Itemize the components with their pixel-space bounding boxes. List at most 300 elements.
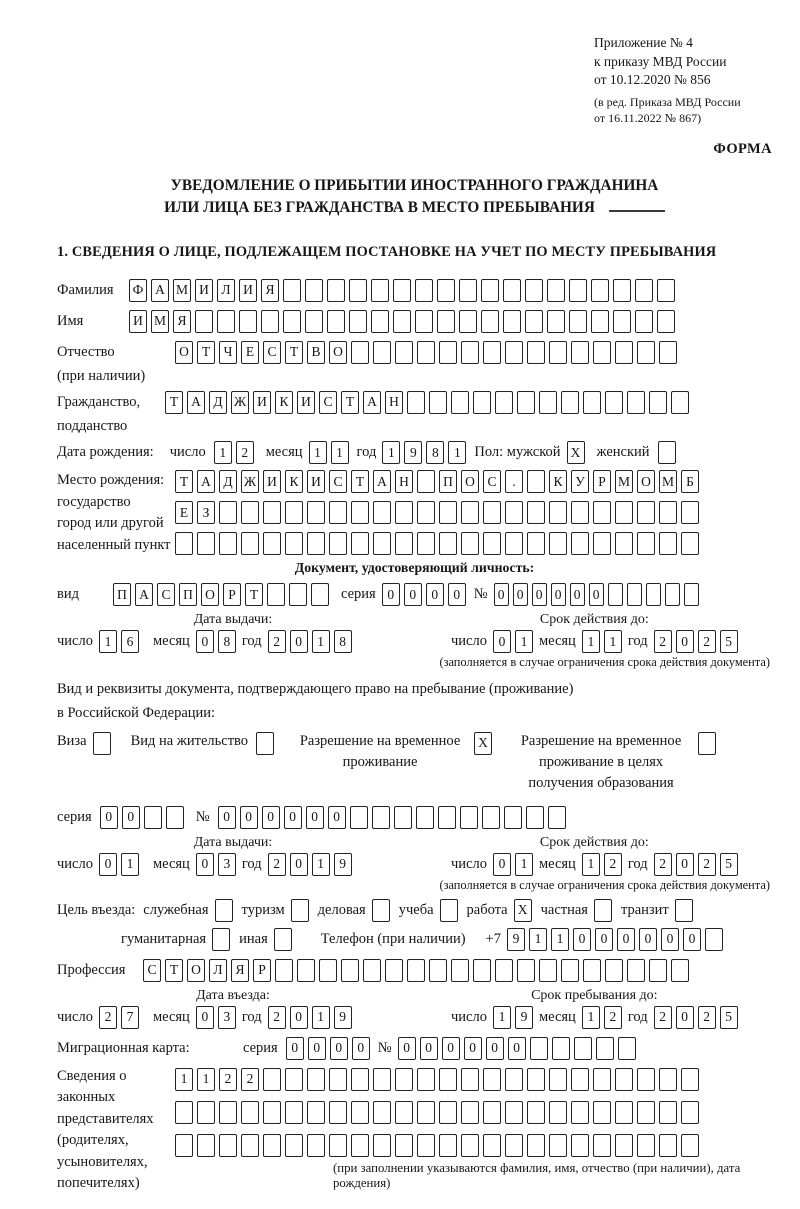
char-cell: И [239,279,257,302]
purpose-study [399,899,458,922]
birth-date-row [57,439,772,466]
citizenship-label: Гражданство, [57,393,141,410]
char-cell: 8 [426,441,444,464]
empty-cell [305,310,323,333]
empty-cell [659,1068,677,1091]
doc-kind-cells [113,583,329,606]
empty-cell [274,928,292,951]
empty-cell [681,1068,699,1091]
number-label: № [195,808,210,825]
residence-permit-label: Вид на жительство [130,732,249,749]
purpose-official [143,899,232,922]
purpose-business [318,899,390,922]
empty-cell [593,501,611,524]
valid-month-cells [582,630,622,653]
empty-cell [548,806,566,829]
empty-cell [549,501,567,524]
empty-cell [327,310,345,333]
empty-cell [329,1134,347,1157]
sex-female-checkbox [658,441,676,464]
char-cell: 5 [720,1006,738,1029]
patronymic-label: Отчество [57,343,115,360]
char-cell: А [187,391,205,414]
purpose-tourism [242,899,309,922]
char-cell: О [201,583,219,606]
edition-line-2: от 16.11.2022 № 867) [594,111,702,126]
empty-cell [393,279,411,302]
char-cell: П [179,583,197,606]
empty-cell [637,1134,655,1157]
char-cell: С [143,959,161,982]
char-cell: С [329,470,347,493]
char-cell: Б [681,470,699,493]
char-cell: А [363,391,381,414]
char-cell: 0 [493,630,511,653]
empty-cell [659,1101,677,1124]
empty-cell [657,310,675,333]
char-cell: 2 [698,853,716,876]
char-cell: 9 [334,853,352,876]
char-cell: 0 [122,806,140,829]
char-cell: 0 [100,806,118,829]
empty-cell [372,806,390,829]
doc-number-cells [494,583,699,606]
number-label: № [473,586,488,603]
entry-month-cells [196,1006,236,1029]
purpose-study-label: учеба [398,901,434,918]
char-cell: О [175,341,193,364]
char-cell: 2 [268,1006,286,1029]
empty-cell [675,899,693,922]
char-cell: М [151,310,169,333]
empty-cell [615,341,633,364]
empty-cell [283,279,301,302]
form-label: ФОРМА [713,141,772,158]
char-cell: 0 [442,1037,460,1060]
appendix-line-2: к приказу МВД России [594,53,727,69]
empty-cell [319,959,337,982]
empty-cell [239,310,257,333]
char-cell: 0 [328,806,346,829]
citizenship-cells [165,391,689,414]
patronymic-row [57,339,772,366]
char-cell: Л [217,279,235,302]
empty-cell [307,501,325,524]
name-cells [129,310,675,333]
empty-cell [665,583,680,606]
empty-cell [596,1037,614,1060]
empty-cell [197,532,215,555]
purpose-other-label: иная [239,930,268,947]
empty-cell [307,1134,325,1157]
char-cell: 0 [196,630,214,653]
char-cell: 0 [639,928,657,951]
char-cell: Я [231,959,249,982]
phone-prefix: +7 [485,930,501,947]
empty-cell [495,959,513,982]
char-cell: 0 [196,853,214,876]
purpose-transit-checkbox [675,899,693,922]
char-cell: 8 [218,630,236,653]
residence-intro-line-2: в Российской Федерации: [57,704,216,721]
empty-cell [311,583,329,606]
empty-cell [407,391,425,414]
char-cell: Р [223,583,241,606]
empty-cell [289,583,307,606]
char-cell: 0 [286,1037,304,1060]
issue-day-cells [99,630,139,653]
empty-cell [327,279,345,302]
birth-place-label-1: Место рождения: [57,472,165,489]
purpose-official-checkbox [215,899,233,922]
month-label: месяц [265,444,303,461]
empty-cell [571,532,589,555]
year-label: год [627,633,648,650]
section1-heading: 1. СВЕДЕНИЯ О ЛИЦЕ, ПОДЛЕЖАЩЕМ ПОСТАНОВКЕ НА УЧЕТ ПО МЕСТУ ПРЕБЫВАНИЯ [57,243,717,260]
empty-cell [539,391,557,414]
empty-cell [593,532,611,555]
birth-day-cells [214,441,254,464]
representatives-cells [175,1066,772,1157]
empty-cell [681,532,699,555]
empty-cell [571,1068,589,1091]
empty-cell [549,1068,567,1091]
sex-female-label: женский [596,444,650,461]
title-underline [609,200,665,212]
char-cell: 9 [404,441,422,464]
year-label: год [241,633,262,650]
birth-place-label-2: государство [57,493,131,510]
char-cell: 3 [218,853,236,876]
doc-series-cells [382,583,466,606]
empty-cell [649,959,667,982]
representatives-row-1 [175,1068,772,1091]
char-cell: С [483,470,501,493]
char-cell: 1 [312,1006,330,1029]
char-cell: 1 [214,441,232,464]
char-cell: И [195,279,213,302]
char-cell: Ч [219,341,237,364]
identity-doc-dates [57,612,772,653]
issue-date-heading: Дата выдачи: [193,834,273,850]
empty-cell [429,959,447,982]
empty-cell [613,279,631,302]
empty-cell [637,1068,655,1091]
char-cell: П [113,583,131,606]
char-cell: 1 [582,1006,600,1029]
empty-cell [615,1101,633,1124]
empty-cell [241,501,259,524]
appendix-line-3: от 10.12.2020 № 856 [594,72,711,88]
empty-cell [219,1134,237,1157]
empty-cell [219,532,237,555]
char-cell: 2 [268,630,286,653]
surname-row [57,277,772,304]
empty-cell [637,341,655,364]
empty-cell [593,341,611,364]
representatives-label-6: попечителях) [57,1175,140,1192]
empty-cell [684,583,699,606]
char-cell: Д [219,470,237,493]
char-cell: 0 [284,806,302,829]
char-cell: 1 [382,441,400,464]
purpose-private-label: частная [540,901,588,918]
empty-cell [197,1134,215,1157]
empty-cell [505,1068,523,1091]
rvp-checkbox [474,732,492,755]
permit-option-rvp [294,731,492,773]
char-cell: 0 [551,583,566,606]
empty-cell [267,583,285,606]
empty-cell [212,928,230,951]
purpose-business-checkbox [372,899,390,922]
empty-cell [438,806,456,829]
empty-cell [417,1134,435,1157]
empty-cell [351,1068,369,1091]
char-cell: 1 [99,630,117,653]
empty-cell [698,732,716,755]
purpose-tourism-checkbox [291,899,309,922]
empty-cell [241,532,259,555]
series-label: серия [57,808,92,825]
char-cell: 0 [308,1037,326,1060]
birth-place-block [57,470,772,556]
char-cell: 2 [654,1006,672,1029]
empty-cell [571,1134,589,1157]
char-cell: 0 [290,853,308,876]
empty-cell [351,1134,369,1157]
empty-cell [530,1037,548,1060]
char-cell: И [263,470,281,493]
citizenship-sublabel: подданство [57,417,128,434]
representatives-labels [57,1066,175,1195]
empty-cell [481,279,499,302]
char-cell: 0 [676,630,694,653]
char-cell: 0 [352,1037,370,1060]
empty-cell [395,532,413,555]
char-cell: 0 [99,853,117,876]
char-cell: О [461,470,479,493]
page-title [57,175,772,219]
empty-cell [483,532,501,555]
empty-cell [307,532,325,555]
empty-cell [394,806,412,829]
empty-cell [561,959,579,982]
char-cell: 2 [698,630,716,653]
empty-cell [505,501,523,524]
empty-cell [482,806,500,829]
phone-cells [507,928,723,951]
char-cell: Ж [231,391,249,414]
birth-place-row-3 [175,532,699,555]
purpose-tourism-label: туризм [241,901,285,918]
sex-male-label: Пол: мужской [474,444,561,461]
char-cell: 1 [551,928,569,951]
empty-cell [681,1101,699,1124]
migration-card-row [57,1035,772,1062]
char-cell: Т [165,391,183,414]
empty-cell [195,310,213,333]
char-cell: 1 [312,630,330,653]
empty-cell [395,1068,413,1091]
empty-cell [297,959,315,982]
doc-kind-label: вид [57,586,79,603]
purpose-other [239,928,292,951]
day-label: число [451,633,487,650]
empty-cell [329,501,347,524]
empty-cell [460,806,478,829]
char-cell: 0 [676,1006,694,1029]
empty-cell [527,1134,545,1157]
visa-label: Виза [57,732,87,749]
char-cell: 1 [175,1068,193,1091]
valid-year-cells [654,630,738,653]
empty-cell [569,310,587,333]
char-cell: 1 [312,853,330,876]
char-cell: 0 [398,1037,416,1060]
year-label: год [627,1008,648,1025]
empty-cell [583,959,601,982]
empty-cell [461,1101,479,1124]
empty-cell [657,279,675,302]
residence-permit-checkbox [256,732,274,755]
entry-day-cells [99,1006,139,1029]
empty-cell [341,959,359,982]
char-cell: 1 [604,630,622,653]
edition-block [594,94,772,126]
empty-cell [305,279,323,302]
empty-cell [473,391,491,414]
char-cell: 2 [604,853,622,876]
char-cell: Л [209,959,227,982]
empty-cell [197,1101,215,1124]
empty-cell [417,1101,435,1124]
month-label: месяц [152,633,190,650]
empty-cell [451,391,469,414]
empty-cell [504,806,522,829]
char-cell: 8 [334,630,352,653]
empty-cell [525,279,543,302]
empty-cell [605,959,623,982]
edition-line-1: (в ред. Приказа МВД России [594,94,741,109]
char-cell: С [263,341,281,364]
char-cell: 0 [486,1037,504,1060]
empty-cell [417,470,435,493]
purpose-official-label: служебная [143,901,209,918]
char-cell: 9 [334,1006,352,1029]
empty-cell [407,959,425,982]
residence-intro-line-1: Вид и реквизиты документа, подтверждающего право на пребывание (проживание) [57,681,574,698]
char-cell: С [319,391,337,414]
empty-cell [417,532,435,555]
empty-cell [461,501,479,524]
char-cell: Р [593,470,611,493]
char-cell: . [505,470,523,493]
residence-series-row [57,804,772,831]
empty-cell [637,1101,655,1124]
empty-cell [483,501,501,524]
empty-cell [349,279,367,302]
char-cell: 2 [654,853,672,876]
rvp-education-checkbox [698,732,716,755]
char-cell: X [514,899,532,922]
title-line-1: УВЕДОМЛЕНИЕ О ПРИБЫТИИ ИНОСТРАННОГО ГРАЖДАНИНА [170,177,659,195]
valid-day-cells [493,630,533,653]
residence-series-cells [100,806,184,829]
empty-cell [373,1101,391,1124]
empty-cell [483,1068,501,1091]
empty-cell [459,310,477,333]
empty-cell [351,532,369,555]
empty-cell [144,806,162,829]
month-label: месяц [538,633,576,650]
char-cell: 1 [197,1068,215,1091]
empty-cell [350,806,368,829]
char-cell: Я [261,279,279,302]
empty-cell [395,501,413,524]
series-label: серия [341,586,376,603]
empty-cell [549,341,567,364]
empty-cell [615,501,633,524]
empty-cell [615,1068,633,1091]
day-label: число [451,1008,487,1025]
char-cell: А [373,470,391,493]
day-label: число [57,1008,93,1025]
char-cell: Т [197,341,215,364]
char-cell: М [659,470,677,493]
empty-cell [439,532,457,555]
char-cell: И [129,310,147,333]
empty-cell [393,310,411,333]
profession-cells [143,959,689,982]
empty-cell [363,959,381,982]
empty-cell [659,341,677,364]
char-cell: Т [285,341,303,364]
empty-cell [547,279,565,302]
empty-cell [219,1101,237,1124]
empty-cell [351,341,369,364]
stay-until-heading: Срок пребывания до: [531,987,658,1003]
char-cell: 0 [290,1006,308,1029]
empty-cell [505,532,523,555]
empty-cell [681,501,699,524]
char-cell: Е [241,341,259,364]
char-cell: 0 [595,928,613,951]
year-label: год [356,444,377,461]
day-label: число [57,855,93,872]
empty-cell [263,1068,281,1091]
issue-date-heading: Дата выдачи: [193,612,273,628]
purpose-work [467,899,532,922]
residence-issue-month-cells [196,853,236,876]
empty-cell [349,310,367,333]
char-cell: 2 [99,1006,117,1029]
char-cell: 5 [720,630,738,653]
char-cell: 0 [573,928,591,951]
char-cell: 0 [532,583,547,606]
empty-cell [593,1068,611,1091]
residence-valid-day-cells [493,853,533,876]
char-cell: 2 [604,1006,622,1029]
empty-cell [215,899,233,922]
empty-cell [527,1068,545,1091]
empty-cell [591,310,609,333]
char-cell: X [474,732,492,755]
empty-cell [608,583,623,606]
empty-cell [437,279,455,302]
char-cell: Т [341,391,359,414]
char-cell: 7 [121,1006,139,1029]
